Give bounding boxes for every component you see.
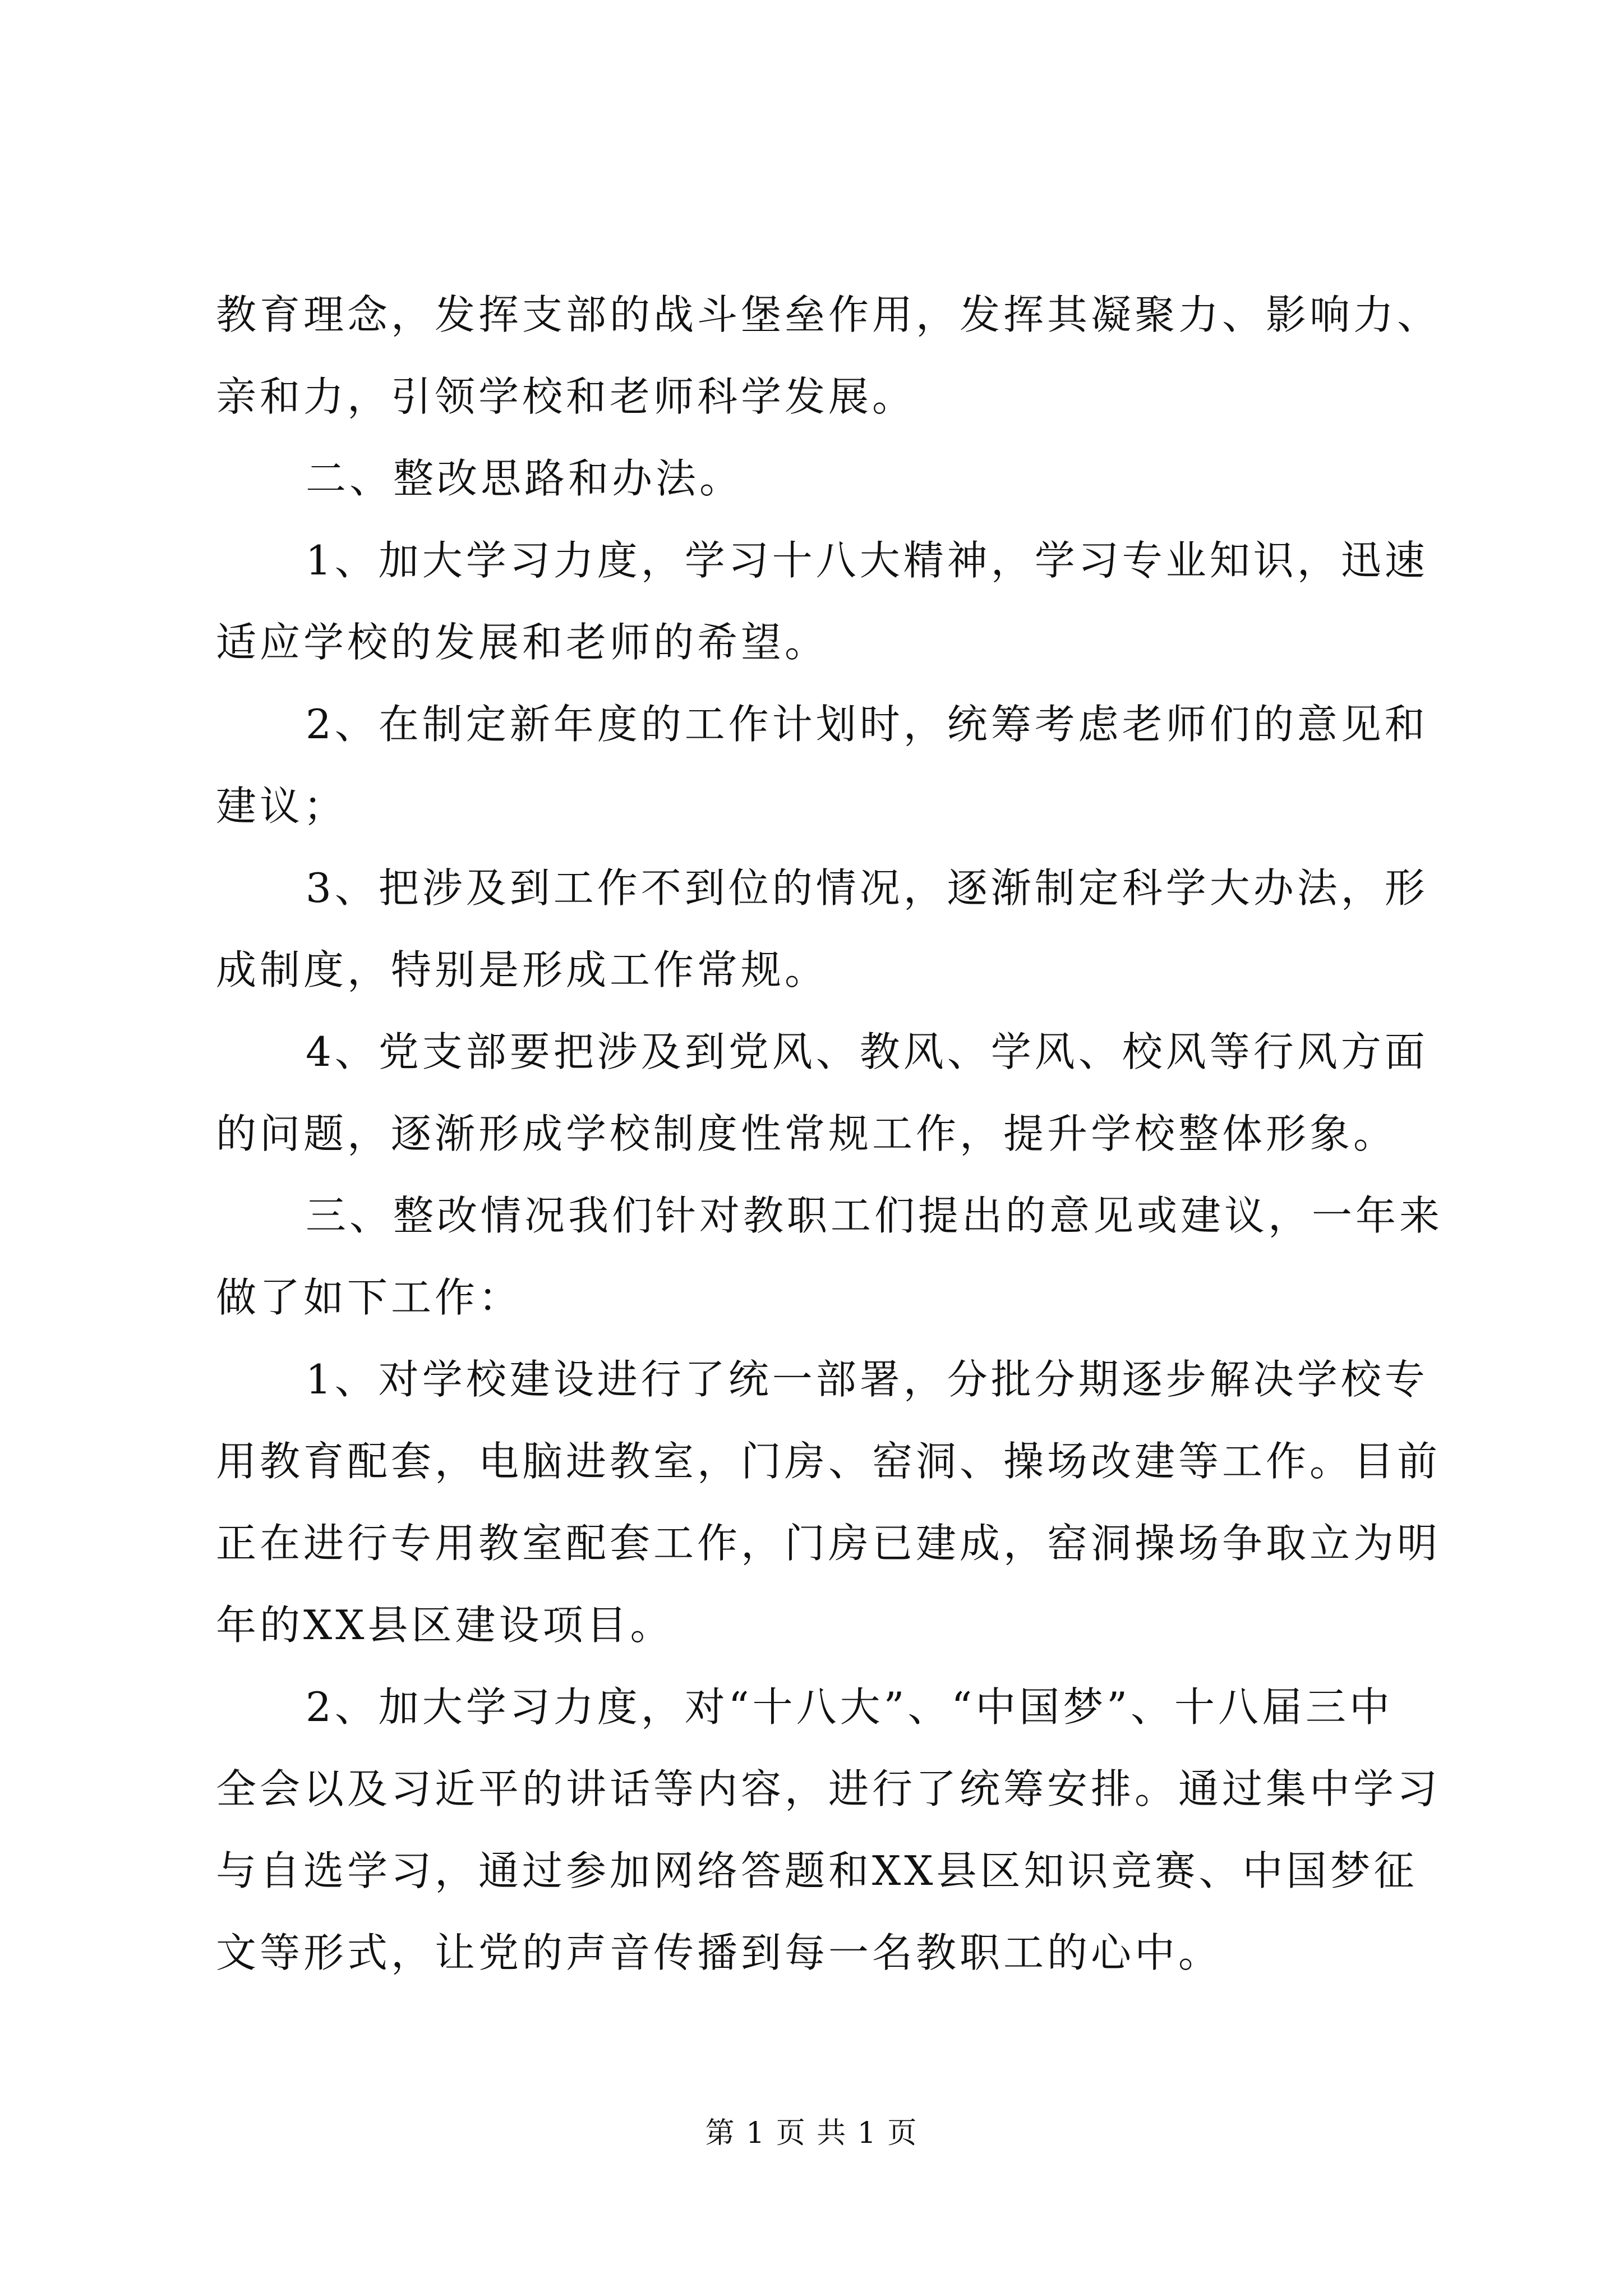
text-line: 正在进行专用教室配套工作，门房已建成，窑洞操场争取立为明 — [216, 1520, 1441, 1567]
text-line: 1、加大学习力度，学习十八大精神，学习专业知识，迅速 — [306, 537, 1428, 584]
text-line: 全会以及习近平的讲话等内容，进行了统筹安排。通过集中学习 — [216, 1765, 1441, 1812]
text-line: 建议； — [216, 783, 348, 830]
section-heading: 三、整改情况我们针对教职工们提出的意见或建议，一年来 — [306, 1192, 1444, 1239]
text-line: 2、在制定新年度的工作计划时，统筹考虑老师们的意见和 — [306, 701, 1428, 748]
text-line: 的问题，逐渐形成学校制度性常规工作，提升学校整体形象。 — [216, 1110, 1398, 1157]
text-line: 3、把涉及到工作不到位的情况，逐渐制定科学大办法，形 — [306, 864, 1428, 912]
page-footer: 第 1 页 共 1 页 — [705, 2116, 918, 2150]
text-line: 用教育配套，电脑进教室，门房、窑洞、操场改建等工作。目前 — [216, 1438, 1441, 1485]
text-line: 成制度，特别是形成工作常规。 — [216, 946, 829, 993]
text-line: 教育理念，发挥支部的战斗堡垒作用，发挥其凝聚力、影响力、 — [216, 291, 1441, 338]
text-line: 做了如下工作： — [216, 1274, 523, 1321]
text-line: 2、加大学习力度，对“十八大”、“中国梦”、十八届三中 — [306, 1683, 1394, 1731]
text-line: 与自选学习，通过参加网络答题和XX县区知识竞赛、中国梦征 — [216, 1847, 1418, 1894]
text-line: 年的XX县区建设项目。 — [216, 1602, 674, 1649]
text-line: 1、对学校建设进行了统一部署，分批分期逐步解决学校专 — [306, 1356, 1428, 1403]
text-line: 适应学校的发展和老师的希望。 — [216, 619, 829, 666]
text-line: 文等形式，让党的声音传播到每一名教职工的心中。 — [216, 1929, 1223, 1976]
document-body — [216, 274, 1450, 1994]
text-line: 亲和力，引领学校和老师科学发展。 — [216, 373, 916, 420]
section-heading: 二、整改思路和办法。 — [306, 455, 744, 502]
text-line: 4、党支部要把涉及到党风、教风、学风、校风等行风方面 — [306, 1028, 1428, 1075]
